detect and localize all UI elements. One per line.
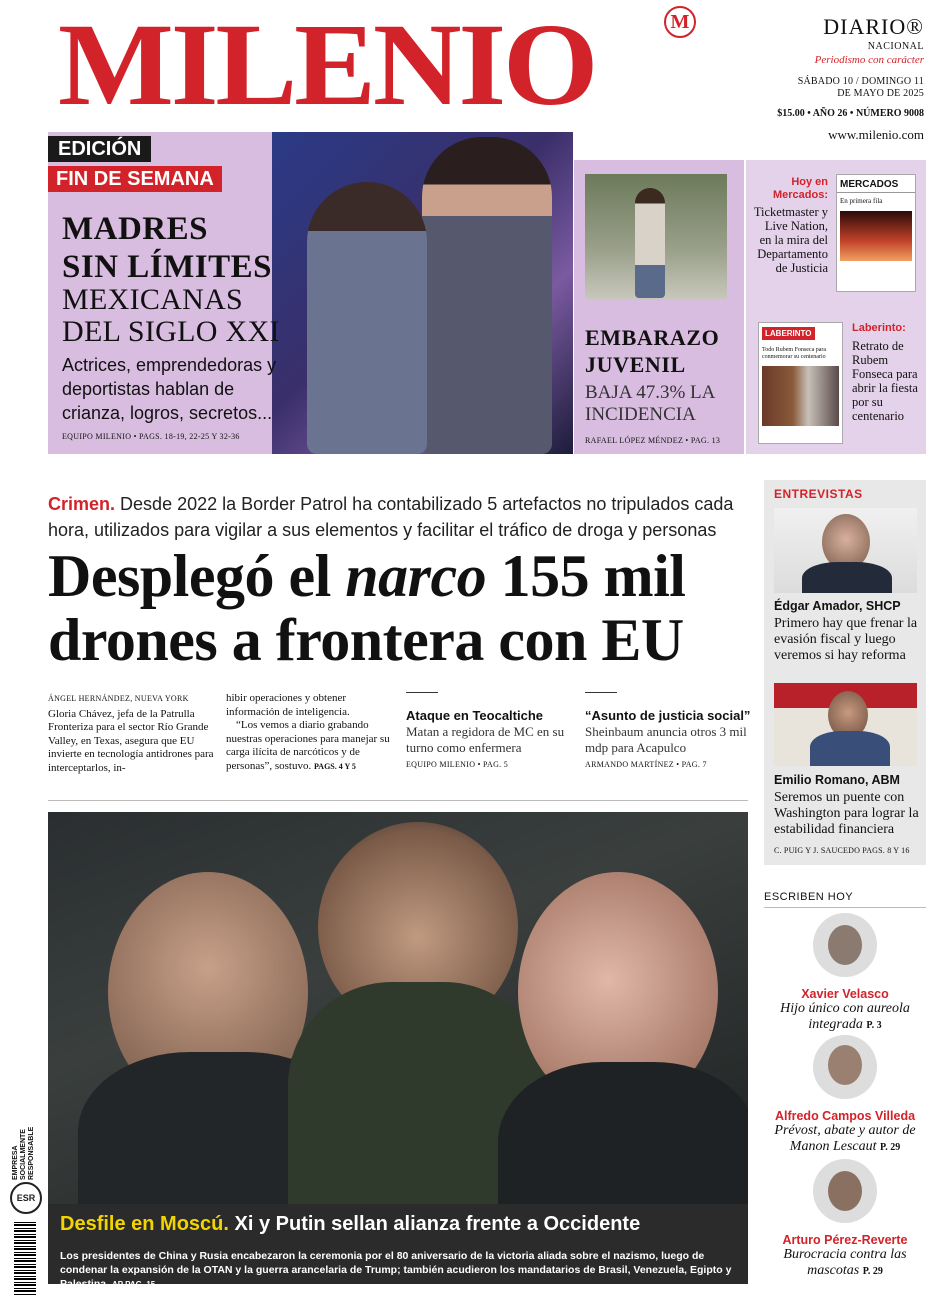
columnist-quote-1: Hijo único con aureola integrada P. 3 (780, 1001, 910, 1032)
mercados-cover-title: MERCADOS (837, 175, 915, 193)
interview-photo-romano (774, 683, 917, 766)
laberinto-cover-sub: Todo Rubem Fonseca para conmemorar su centenario (762, 347, 827, 360)
banner-credit: EQUIPO MILENIO • PAGS. 18-19, 22-25 Y 32-36 (62, 432, 240, 441)
interview-photo-amador (774, 508, 917, 593)
interview-quote-1[interactable]: Primero hay que frenar la evasión fiscal y luego veremos si hay reforma (774, 616, 918, 663)
issue-price: $15.00 • AÑO 26 • NÚMERO 9008 (777, 108, 924, 119)
website-link[interactable]: www.milenio.com (828, 127, 924, 142)
main-photo[interactable] (48, 812, 748, 1204)
edition-tag: FIN DE SEMANA (48, 166, 222, 192)
mercados-label: Hoy en Mercados: (772, 176, 828, 201)
lead-summary: Crimen. Desde 2022 la Border Patrol ha contabilizado 5 artefactos no tripulados cada hora, utilizados para vigilar a sus elementos y facilitar el tráfico de droga y personas (48, 494, 734, 540)
embarazo-photo (585, 174, 727, 300)
mercados-cover[interactable] (836, 174, 916, 292)
interview-credit: C. PUIG Y J. SAUCEDO PAGS. 8 Y 16 (774, 846, 910, 855)
barcode-icon (14, 1220, 36, 1295)
issue-date: SÁBADO 10 / DOMINGO 11 DE MAYO DE 2025 (797, 76, 924, 99)
embarazo-title[interactable]: EMBARAZO JUVENIL (585, 325, 720, 377)
mercados-cover-sub: En primera fila (840, 197, 883, 205)
columnist-quote-3: Burocracia contra las mascotas P. 29 (783, 1247, 907, 1278)
edition-label: EDICIÓN (48, 136, 151, 162)
embarazo-credit: RAFAEL LÓPEZ MÉNDEZ • PAG. 13 (585, 436, 721, 445)
banner-photo (272, 132, 573, 454)
columnist-name-3[interactable]: Arturo Pérez-Reverte (782, 1233, 908, 1247)
masthead-info (764, 14, 924, 143)
mercados-teaser[interactable]: Ticketmaster y Live Nation, en la mira del Departamento de Justicia (753, 205, 828, 275)
columnist-quote-2: Prévost, abate y autor de Manon Lescaut P. 29 (774, 1123, 916, 1154)
columnist-avatar-perez-reverte (813, 1159, 877, 1223)
escriben-divider (764, 907, 926, 908)
section-divider (48, 800, 748, 801)
lead-headline[interactable]: Desplegó el narco 155 mil drones a frontera con EU (48, 543, 686, 673)
nacional-label: NACIONAL (867, 41, 924, 52)
story-acapulco[interactable]: “Asunto de justicia social” Sheinbaum anuncia otros 3 mil mdp para Acapulco ARMANDO MARTÍNEZ • PAG. 7 (585, 692, 755, 769)
banner-deck: Actrices, emprendedoras y deportistas hablan de crianza, logros, secretos... (62, 355, 277, 423)
entrevistas-label: ENTREVISTAS (774, 487, 863, 501)
laberinto-teaser[interactable]: Retrato de Rubem Fonseca para abrir la fiesta por su centenario (852, 339, 918, 423)
laberinto-cover-title: LABERINTO (762, 327, 815, 340)
lead-byline: ÁNGEL HERNÁNDEZ, NUEVA YORK (48, 694, 189, 703)
lead-body-col2: hibir operaciones y obtener información de inteligencia. “Los vemos a diario grabando nuestras operaciones para manejar su carga ilícita de narcóticos y de personas”, sostuvo. PAGS. 4 Y 5 (226, 692, 390, 772)
masthead-logo[interactable]: MILENIO (58, 0, 596, 130)
columnist-avatar-velasco (813, 913, 877, 977)
interview-name-1: Édgar Amador, SHCP (774, 599, 901, 613)
columnist-avatar-campos (813, 1035, 877, 1099)
story-teocaltiche[interactable]: Ataque en Teocaltiche Matan a regidora de MC en su turno como enfermera EQUIPO MILENIO • PAG. 5 (406, 692, 576, 769)
columnist-name-1[interactable]: Xavier Velasco (801, 987, 889, 1001)
diario-label: DIARIO® (823, 14, 924, 39)
laberinto-cover[interactable] (758, 322, 843, 444)
interview-quote-2[interactable]: Seremos un puente con Washington para lograr la estabilidad financiera (774, 790, 919, 837)
esr-text: EMPRESA SOCIALMENTE RESPONSABLE (12, 1126, 35, 1180)
tagline: Periodismo con carácter (814, 54, 924, 66)
columnist-name-2[interactable]: Alfredo Campos Villeda (774, 1109, 916, 1123)
laberinto-label: Laberinto: (852, 322, 906, 334)
embarazo-subtitle: BAJA 47.3% LA INCIDENCIA (585, 382, 716, 425)
logo-badge-icon: M (664, 6, 696, 38)
photo-headline[interactable]: Desfile en Moscú. Xi y Putin sellan alianza frente a Occidente (48, 1204, 748, 1246)
banner-subtitle: MEXICANAS DEL SIGLO XXI (62, 283, 280, 348)
banner-title[interactable]: MADRES SIN LÍMITES (62, 211, 272, 285)
lead-body-col1: ÁNGEL HERNÁNDEZ, NUEVA YORK Gloria Chávez, jefa de la Patrulla Fronteriza para el sector Río Grande Valley, en Texas, asegura que EU invierte en tecnología antidrones para interceptarlos, in- (48, 692, 220, 775)
photo-caption: Los presidentes de China y Rusia encabezaron la ceremonia por el 80 aniversario de la victoria aliada sobre el nazismo, luego de condenar la expansión de la OTAN y la guerra arancelaria de Trump; también acudieron los mandatarios de Brasil, Venezuela, Egipto y Palestina. AP PAG. 15 (48, 1246, 748, 1284)
esr-badge-icon: ESR (10, 1182, 42, 1214)
escriben-label: ESCRIBEN HOY (764, 891, 854, 903)
interview-name-2: Emilio Romano, ABM (774, 773, 900, 787)
